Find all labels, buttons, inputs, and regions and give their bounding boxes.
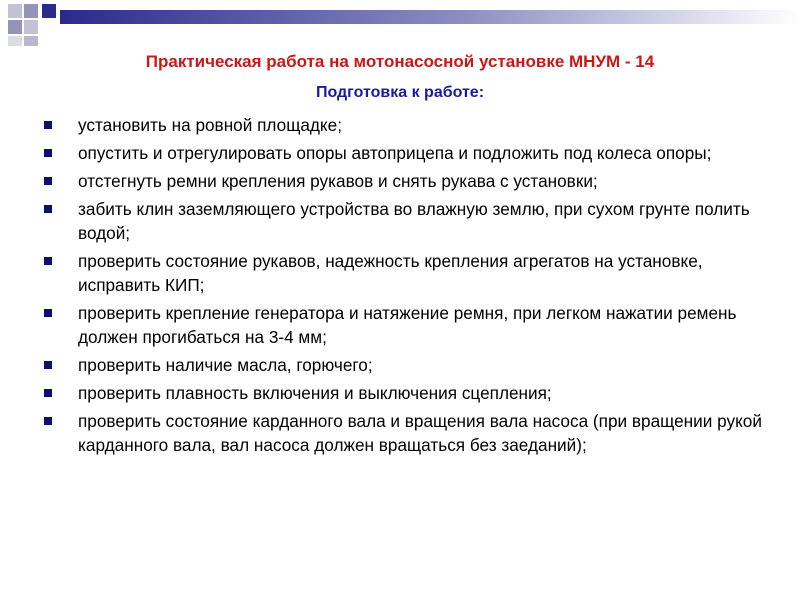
list-item <box>44 249 784 297</box>
list-item-text: забить клин заземляющего устройства во влажную землю, при сухом грунте полить водой; <box>78 199 750 243</box>
list-item <box>44 197 784 245</box>
list-item-text: проверить наличие масла, горючего; <box>78 355 373 375</box>
deco-square <box>24 36 38 46</box>
list-item <box>44 381 784 405</box>
square-bullet-icon <box>44 177 52 185</box>
deco-square <box>8 4 22 18</box>
list-item <box>44 409 784 457</box>
square-bullet-icon <box>44 389 52 397</box>
slide-subtitle: Подготовка к работе: <box>315 84 485 101</box>
deco-square <box>24 20 38 34</box>
deco-square <box>8 20 22 34</box>
header-bar <box>60 10 800 24</box>
square-bullet-icon <box>44 205 52 213</box>
square-bullet-icon <box>44 149 52 157</box>
square-bullet-icon <box>44 361 52 369</box>
list-item <box>44 113 784 137</box>
list-item <box>44 141 784 165</box>
list-item-text: проверить состояние рукавов, надежность крепления агрегатов на установке, исправить КИП; <box>78 251 703 295</box>
square-bullet-icon <box>44 257 52 265</box>
square-bullet-icon <box>44 121 52 129</box>
list-item-text: опустить и отрегулировать опоры автоприцепа и подложить под колеса опоры; <box>78 143 712 163</box>
list-item-text: проверить состояние карданного вала и вращения вала насоса (при вращении рукой карданного вала, вал насоса должен вращаться без заеданий); <box>78 411 762 455</box>
list-item-text: отстегнуть ремни крепления рукавов и снять рукава с установки; <box>78 171 598 191</box>
slide-title: Практическая работа на мотонасосной установке МНУМ - 14 <box>145 52 655 71</box>
instruction-list <box>44 113 784 461</box>
list-item-text: проверить плавность включения и выключения сцепления; <box>78 383 552 403</box>
deco-square <box>24 4 38 18</box>
list-item-text: установить на ровной площадке; <box>78 115 342 135</box>
square-bullet-icon <box>44 309 52 317</box>
list-item <box>44 301 784 349</box>
header-decoration <box>0 0 800 48</box>
list-item <box>44 353 784 377</box>
list-item-text: проверить крепление генератора и натяжение ремня, при легком нажатии ремень должен прогибаться на 3-4 мм; <box>78 303 737 347</box>
square-bullet-icon <box>44 417 52 425</box>
deco-square <box>42 4 56 18</box>
deco-square <box>8 36 22 46</box>
list-item <box>44 169 784 193</box>
